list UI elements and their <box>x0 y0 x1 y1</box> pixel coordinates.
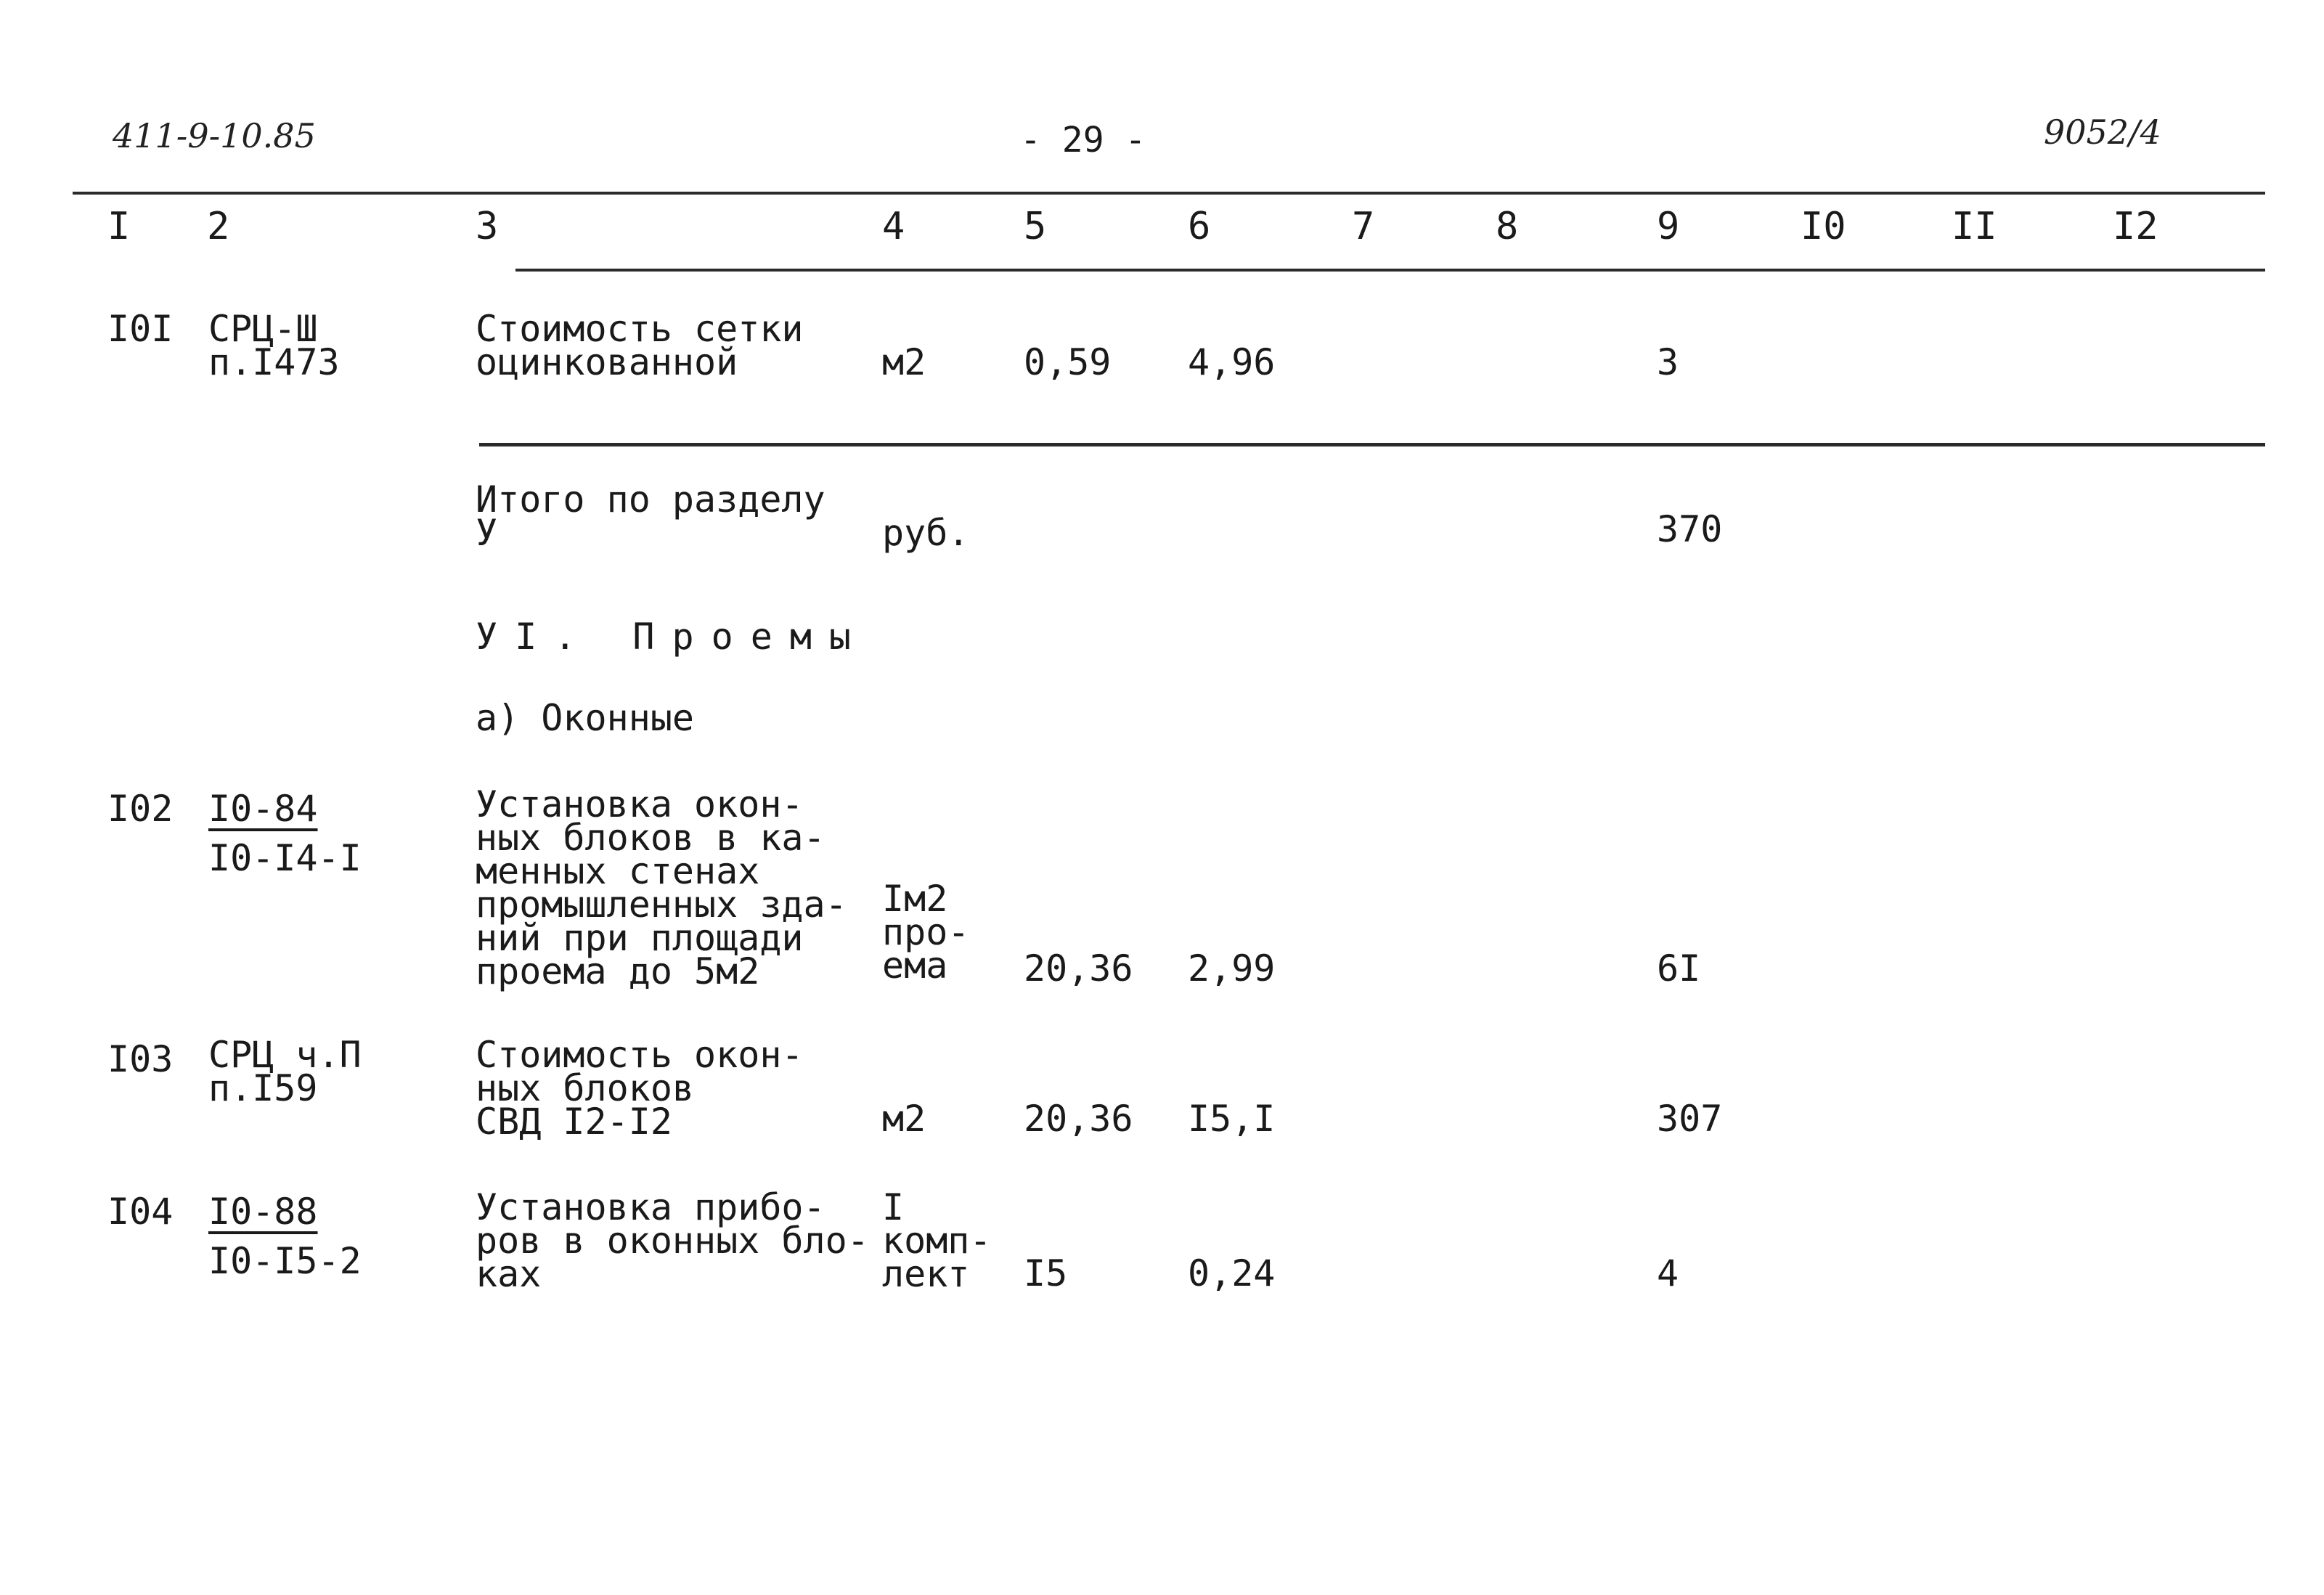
description-line: ных блоков <box>476 1067 695 1109</box>
subtotal-unit: руб. <box>882 512 970 554</box>
description-line: проема до 5м2 <box>476 950 760 992</box>
total-cost: 3 <box>1657 341 1679 383</box>
norm-code-line: п.I59 <box>208 1067 318 1109</box>
column-number: 4 <box>882 205 905 248</box>
unit <box>882 878 970 987</box>
work-description <box>476 1034 804 1143</box>
total-cost: 307 <box>1657 1098 1723 1140</box>
column-number: 7 <box>1352 205 1375 248</box>
work-description <box>476 783 847 992</box>
norm-code-denominator: I0-I4-I <box>208 837 362 879</box>
norm-code-line: п.I473 <box>208 341 340 383</box>
column-number: II <box>1952 205 1997 248</box>
total-cost: 6I <box>1657 947 1701 990</box>
unit-price: I5,I <box>1188 1098 1276 1140</box>
column-number: I <box>107 205 131 248</box>
top-rule <box>73 192 2265 195</box>
description-line: менных стенах <box>476 850 760 892</box>
description-line: оцинкованной <box>476 341 738 383</box>
work-description <box>476 308 804 383</box>
subtotal-total: 370 <box>1657 508 1723 550</box>
column-number: 9 <box>1657 205 1680 248</box>
subtotal-label-line: У <box>476 512 498 554</box>
description-line: Установка окон- <box>476 783 804 825</box>
norm-code-numerator: I0-88 <box>208 1191 318 1233</box>
unit-line: комп- <box>882 1220 992 1262</box>
description-line: ров в оконных бло- <box>476 1220 869 1262</box>
work-description <box>476 1186 869 1295</box>
column-number: I2 <box>2113 205 2158 248</box>
description-line: ний при площади <box>476 917 804 959</box>
subtotal-label-line: Итого по разделу <box>476 478 825 521</box>
unit-line: I <box>882 1186 905 1228</box>
unit: м2 <box>882 1098 926 1140</box>
section-subtitle: а) Оконные <box>476 697 695 739</box>
norm-code-denominator: I0-I5-2 <box>208 1240 362 1282</box>
unit-line: лект <box>882 1253 970 1295</box>
column-number: 6 <box>1188 205 1211 248</box>
description-line: Установка прибо- <box>476 1186 825 1228</box>
row-number: I02 <box>107 788 174 830</box>
description-line: ках <box>476 1253 542 1295</box>
quantity: 0,59 <box>1024 341 1112 383</box>
description-line: Стоимость окон- <box>476 1034 804 1076</box>
unit-line: Iм2 <box>882 878 948 920</box>
quantity: 20,36 <box>1024 947 1133 990</box>
total-cost: 4 <box>1657 1252 1679 1294</box>
description-line: Стоимость сетки <box>476 308 804 350</box>
unit-price: 0,24 <box>1188 1252 1276 1294</box>
norm-code <box>208 1034 362 1109</box>
unit-line: про- <box>882 911 970 953</box>
row-number: I04 <box>107 1191 174 1233</box>
unit-price: 2,99 <box>1188 947 1276 990</box>
section-rule <box>479 443 2265 446</box>
header-rule <box>515 269 2265 272</box>
description-line: промышленных зда- <box>476 884 847 926</box>
page-number: - 29 - <box>1020 120 1146 160</box>
unit: м2 <box>882 341 926 383</box>
norm-code-line: СРЦ ч.П <box>208 1034 362 1076</box>
section-title: УI. Проемы <box>476 616 869 658</box>
column-number: 2 <box>207 205 230 248</box>
archive-code: 9052/4 <box>2044 113 2161 152</box>
unit <box>882 1186 992 1295</box>
unit-price: 4,96 <box>1188 341 1276 383</box>
document-code: 411-9-10.85 <box>113 116 316 155</box>
unit-line: ема <box>882 945 948 987</box>
description-line: ных блоков в ка- <box>476 817 825 859</box>
quantity: I5 <box>1024 1252 1068 1294</box>
quantity: 20,36 <box>1024 1098 1133 1140</box>
row-number: I0I <box>107 308 174 350</box>
row-number: I03 <box>107 1038 174 1080</box>
subtotal-label <box>476 478 825 554</box>
norm-code-numerator: I0-84 <box>208 788 318 830</box>
norm-code-line: СРЦ-Ш <box>208 308 318 350</box>
column-number: 8 <box>1496 205 1519 248</box>
description-line: СВД I2-I2 <box>476 1101 672 1143</box>
column-number: 3 <box>476 205 499 248</box>
column-number: I0 <box>1801 205 1846 248</box>
norm-code <box>208 308 340 383</box>
column-number: 5 <box>1024 205 1047 248</box>
